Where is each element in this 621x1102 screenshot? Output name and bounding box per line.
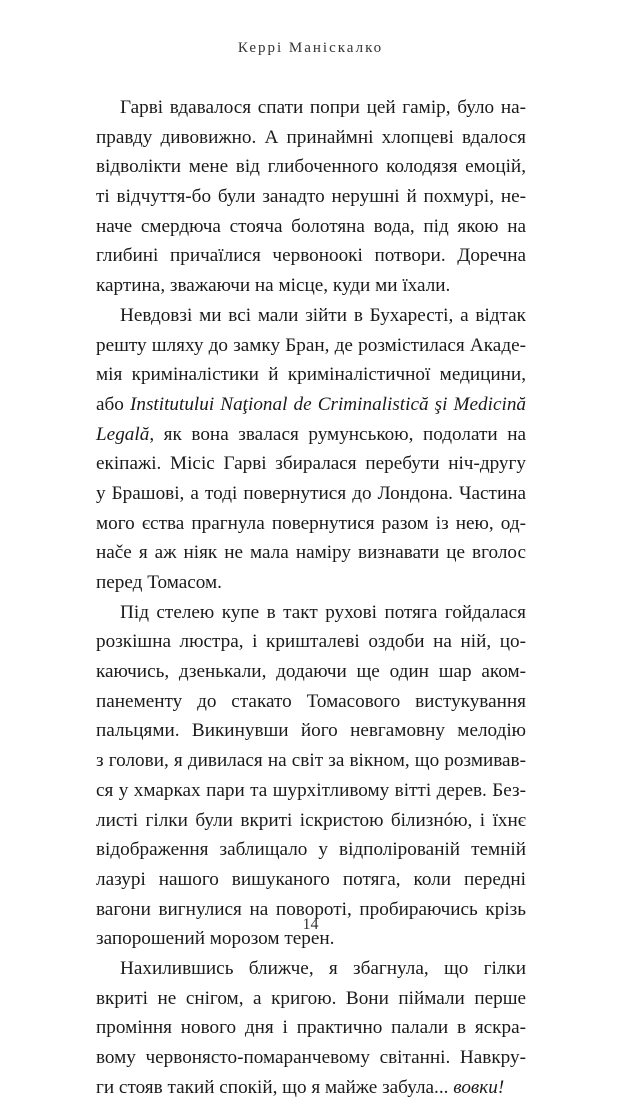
text-line — [96, 954, 526, 984]
text-line — [96, 331, 526, 361]
text-run: відображення заблищало у відполірованій темній — [96, 839, 526, 861]
paragraph — [96, 93, 526, 301]
text-run: лазурі нашого вишуканого потяга, коли передні — [96, 868, 526, 890]
text-line — [96, 182, 526, 212]
italic-run: Legală — [96, 423, 150, 445]
text-run: каючись, дзенькали, додаючи ще один шар аком- — [96, 661, 526, 683]
text-line — [96, 538, 526, 568]
paragraph — [96, 598, 526, 954]
text-run: ги стояв такий спокій, що я майже забула... — [96, 1076, 454, 1098]
text-run: Гарві вдавалося спати попри цей гамір, було на- — [120, 97, 526, 118]
text-line — [96, 123, 526, 153]
text-line — [96, 1013, 526, 1043]
text-line — [96, 1073, 526, 1102]
page-number: 14 — [302, 916, 319, 933]
text-line — [96, 479, 526, 509]
text-run: розкішна люстра, і кришталеві оздоби на ній, цо- — [96, 631, 526, 653]
text-run: панементу до стакато Томасового вистукування — [96, 690, 526, 712]
text-run: екіпажі. Місіс Гарві збиралася перебути ніч-другу — [96, 453, 526, 475]
text-run: або — [96, 393, 130, 415]
text-line — [96, 390, 526, 420]
text-run: Під стелею купе в такт рухові потяга гойдалася — [120, 601, 526, 623]
paragraph — [96, 301, 526, 598]
text-line — [96, 776, 526, 806]
text-line — [96, 301, 526, 331]
text-run: правду дивовижно. А принаймні хлопцеві вдалося — [96, 126, 526, 148]
text-run: запорошений морозом терен. — [96, 928, 335, 950]
text-line — [96, 746, 526, 776]
text-line — [96, 420, 526, 450]
paragraph — [96, 954, 526, 1102]
text-run: Нахилившись ближче, я збагнула, що гілки — [120, 957, 526, 979]
text-run: картина, зважаючи на місце, куди ми їхали. — [96, 275, 451, 297]
text-run: Невдовзі ми всі мали зійти в Бухаресті, а відтак — [120, 304, 526, 326]
text-run: вому червонясто-помаранчевому світанні. Навкру- — [96, 1047, 526, 1068]
italic-run: Institutului Naţional de Criminalistică şi Medicină — [129, 393, 527, 415]
text-line — [96, 152, 526, 182]
running-head: Керрі Маніскалко — [237, 40, 384, 56]
text-line — [96, 598, 526, 628]
text-run: пальцями. Викинувши його невгамовну мелодію — [96, 720, 526, 742]
text-line — [96, 449, 526, 479]
text-run: вкриті не снігом, а кригою. Вони піймали перше — [96, 987, 526, 1009]
text-run: відволікти мене від глибоченного колодязя емоцій, — [96, 156, 526, 178]
text-line — [96, 271, 526, 301]
text-run: мого єства прагнула повернутися разом із нею, од- — [96, 512, 526, 534]
text-run: нače я аж ніяк не мала наміру визнавати це вголос — [96, 542, 526, 564]
text-line — [96, 241, 526, 271]
text-run: вагони вигнулися на повороті, пробираючись крізь — [96, 898, 526, 920]
text-run: ся у хмарках пари та шурхітливому вітті дерев. Без- — [96, 779, 526, 801]
text-line — [96, 360, 526, 390]
text-line — [96, 806, 526, 836]
text-line — [96, 716, 526, 746]
text-line — [96, 1043, 526, 1073]
text-line — [96, 865, 526, 895]
text-line — [96, 627, 526, 657]
text-line — [96, 835, 526, 865]
text-line — [96, 657, 526, 687]
text-line — [96, 509, 526, 539]
text-run: ті відчуття-бо були занадто нерушні й похмурі, не- — [96, 186, 526, 208]
text-line — [96, 212, 526, 242]
text-run: перед Томасом. — [96, 572, 222, 593]
body-text — [96, 93, 526, 1102]
text-run: наче смердюча стояча болотяна вода, під якою на — [96, 215, 526, 237]
text-run: , як вона звалася румунською, подолати на — [149, 423, 526, 445]
text-run: глибині причаїлися червоноокі потвори. Доречна — [96, 245, 526, 267]
text-run: з голови, я дивилася на світ за вікном, що розмивав- — [96, 750, 526, 772]
text-line — [96, 984, 526, 1014]
text-line — [96, 687, 526, 717]
text-run: листі гілки були вкриті іскристою білизнóю, і їхнє — [96, 809, 526, 831]
text-run: мія криміналістики й криміналістичної медицини, — [96, 364, 526, 386]
text-run: решту шляху до замку Бран, де розмістилася Акаде- — [96, 334, 526, 356]
text-line — [96, 93, 526, 123]
text-run: у Брашові, а тоді повернутися до Лондона. Частина — [96, 482, 526, 504]
text-line — [96, 568, 526, 598]
text-run: проміння нового дня і практично палали в яскра- — [96, 1017, 526, 1039]
italic-run: вовки! — [453, 1076, 505, 1098]
